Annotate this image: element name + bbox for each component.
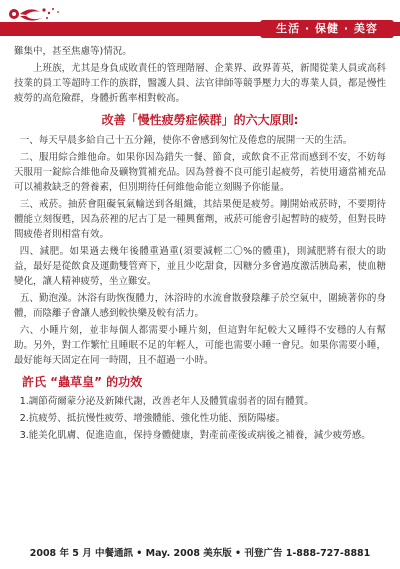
article-body	[14, 44, 386, 445]
effects-heading: 許氏 “蟲草皇” 的功效	[22, 375, 143, 389]
page-footer: 2008 年 5 月 中餐通訊 • May. 2008 美东版 • 刊登广告 1-888-727-8881	[29, 548, 371, 559]
principle-item: 二、服用綜合維他命。如果你因為錯失一餐、節食，或飲食不正常而感到不安，不妨每天服用一錠綜合維他命及礦物質補充品。因為營養不良可能引起疲勞，若使用適當補充品可以補救缺乏的營養素，但別期待任何維他命能立刻賜予你能量。	[14, 152, 386, 193]
effect-item: 3.能美化肌膚、促進造血，保持身體健康，對產前產後或病後之補養，減少疲勞感。	[19, 430, 371, 441]
intro-paragraph: 上班族，尤其是身負成敗責任的管理階層、企業界、政界菁英，新聞從業人員或高科技業的員工等超時工作的族群，醫護人員、法官律師等競爭壓力大的專業人員，都是慢性疲勞的高危險群，身體折舊率相對較高。	[14, 63, 386, 104]
intro-paragraph: 難集中，甚至焦慮等)情況。	[14, 46, 132, 57]
section-tab: 生活 · 保健 · 美容	[260, 20, 394, 38]
effect-item: 2.抗疲勞、抵抗慢性疲勞、增強體能、強化性功能、預防陽痿。	[19, 413, 286, 424]
principle-item: 五、勤泡澡。沐浴有助恢復體力，沐浴時的水流會散發陰離子於空氣中，圍繞著你的身體，而陰離子會讓人感到較快樂及較有活力。	[14, 293, 386, 319]
principle-item: 六、小睡片刻，並非每個人都需要小睡片刻，但這對年紀較大又睡得不安穩的人有幫助。另外，對工作繁忙且睡眠不足的年輕人，可能也需要小睡一會兒。如果你需要小睡，最好能每天固定在同一時間，且不超過一小時。	[14, 325, 386, 366]
principle-item: 三、戒菸。抽菸會阻礙氧氣輸送到各組織，其結果便是疲勞。剛開始戒菸時，不要期待體能立刻復甦，因為菸裡的尼古丁是一種興奮劑，戒菸可能會引起暫時的疲勞，但對長時間疲倦者則相當有效。	[14, 199, 386, 240]
principle-item: 四、減肥。如果過去幾年後體重過重(須要減輕二〇%的體重)，則減肥將有很大的助益，最好是從飲食及運動雙管齊下，並且少吃甜食，因糖分多會過度激活胰島素，使血糖變化，讓人精神疲勞，坐立難安。	[14, 246, 386, 287]
effect-item: 1.調節荷爾蒙分泌及新陳代謝，改善老年人及體質虛弱者的固有體質。	[19, 396, 314, 407]
principles-heading: 改善「慢性疲勞症候群」的六大原則:	[101, 113, 299, 127]
principle-item: 一、每天早晨多給自己十五分鐘，使你不會感到匆忙及倦怠的展開一天的生活。	[19, 135, 353, 146]
page-header	[0, 0, 400, 40]
